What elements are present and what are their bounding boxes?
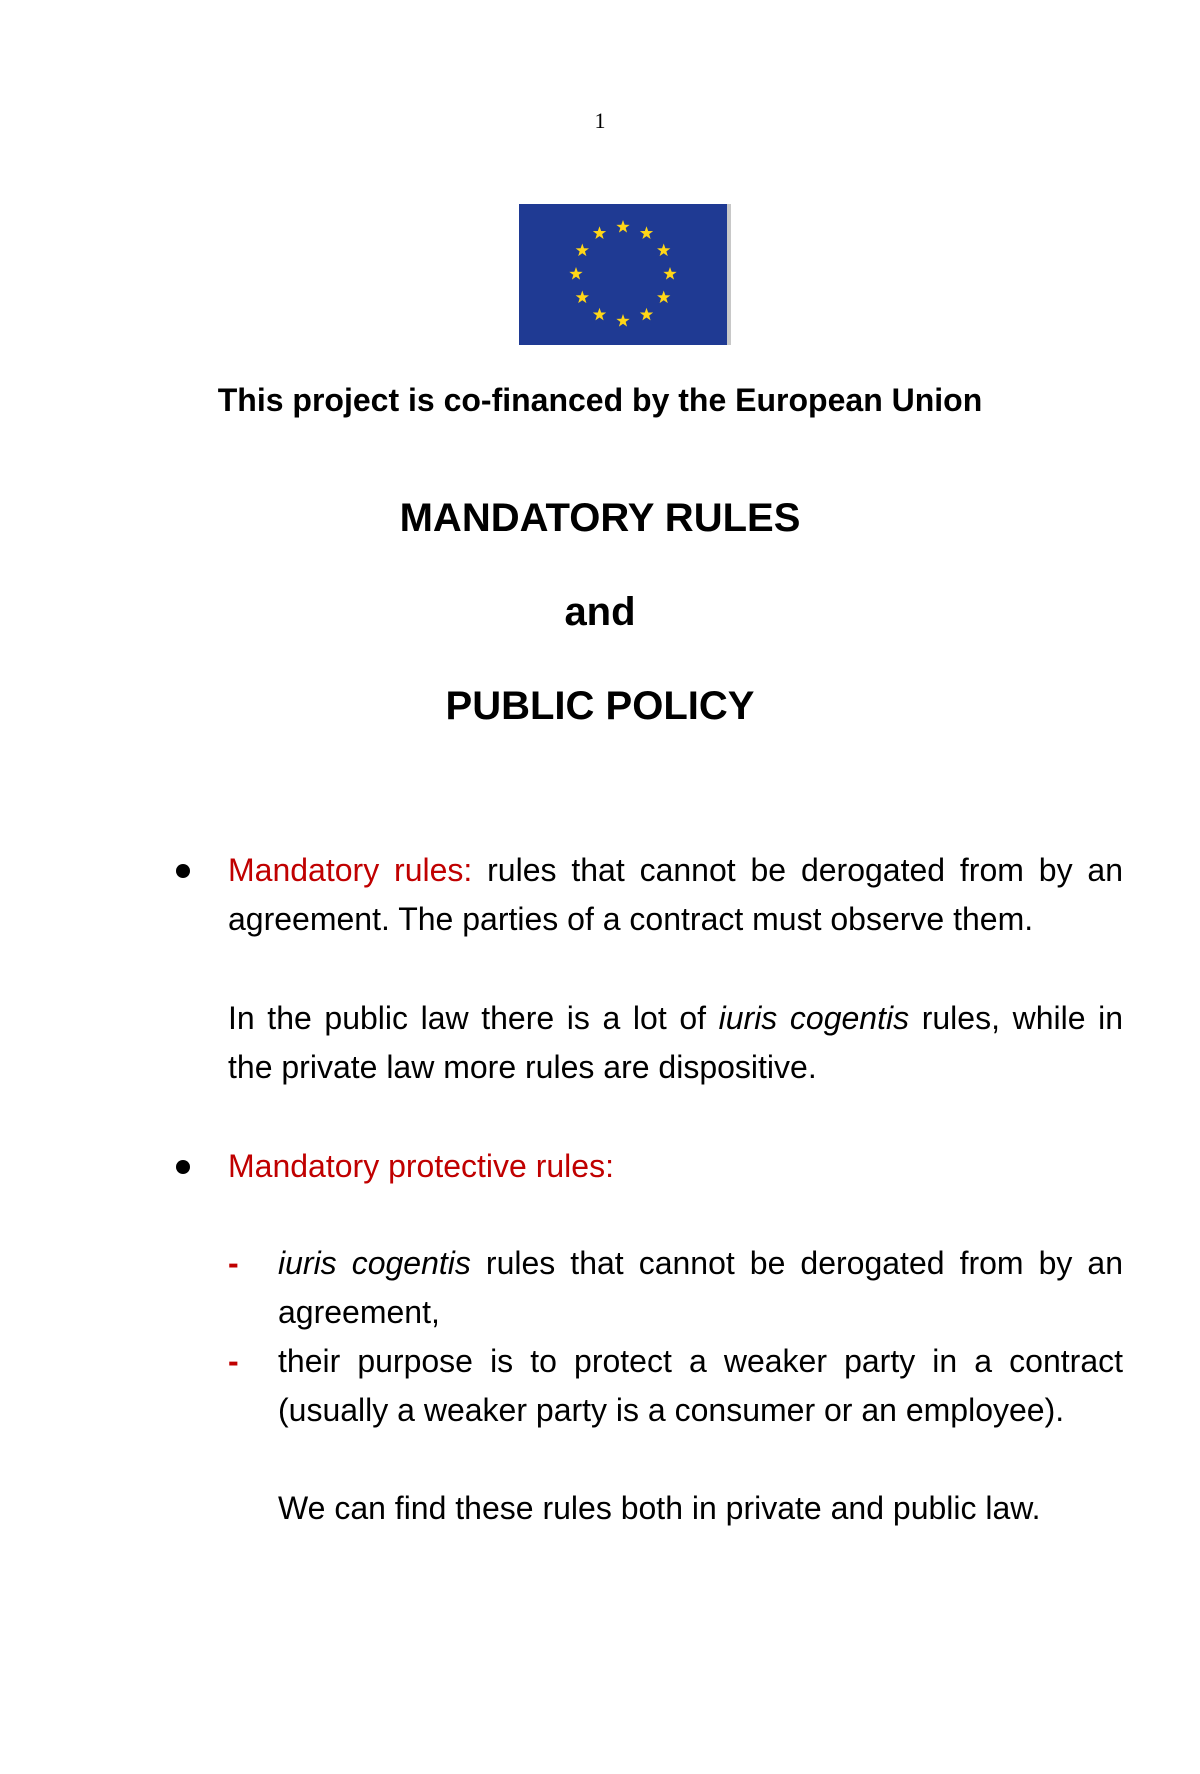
- document-body: [228, 846, 1123, 1533]
- page-number: 1: [594, 108, 606, 133]
- dash-marker: -: [228, 1343, 239, 1379]
- cofinanced-notice: This project is co-financed by the European Union: [217, 382, 983, 418]
- mandatory-rules-label: Mandatory rules:: [228, 852, 473, 888]
- iuris-cogentis-term: iuris cogentis: [718, 1000, 910, 1036]
- title-line-1: MANDATORY RULES: [399, 496, 801, 540]
- list-item: [228, 1337, 1123, 1435]
- closing-paragraph: We can find these rules both in private and public law.: [278, 1490, 1041, 1526]
- dash-marker: -: [228, 1245, 239, 1281]
- title-line-3: PUBLIC POLICY: [445, 684, 755, 728]
- list-item: [228, 1239, 1124, 1337]
- bullet-mandatory-rules: [228, 846, 1123, 944]
- list-item-text: rules that cannot be derogated from by an agreement,: [278, 1245, 1124, 1330]
- public-law-prefix: In the public law there is a lot of: [228, 1000, 719, 1036]
- bullet-dot-icon: [176, 864, 190, 878]
- title-line-2: and: [564, 590, 636, 634]
- eu-flag-icon: [519, 204, 731, 345]
- iuris-cogentis-term: iuris cogentis: [278, 1245, 471, 1281]
- list-item-text: their purpose is to protect a weaker party in a contract (usually a weaker party is a consumer or an employee).: [278, 1343, 1123, 1428]
- bullet-dot-icon: [176, 1160, 190, 1174]
- public-law-paragraph: [228, 994, 1123, 1092]
- mandatory-rules-definition: rules that cannot be derogated from by an agreement. The parties of a contract must observe them.: [228, 852, 1124, 937]
- bullet-protective-rules: [228, 1142, 1123, 1191]
- protective-rules-list: [228, 1239, 1124, 1533]
- public-law-suffix: rules, while in the private law more rules are dispositive.: [228, 1000, 1124, 1085]
- protective-rules-label: Mandatory protective rules:: [228, 1148, 614, 1184]
